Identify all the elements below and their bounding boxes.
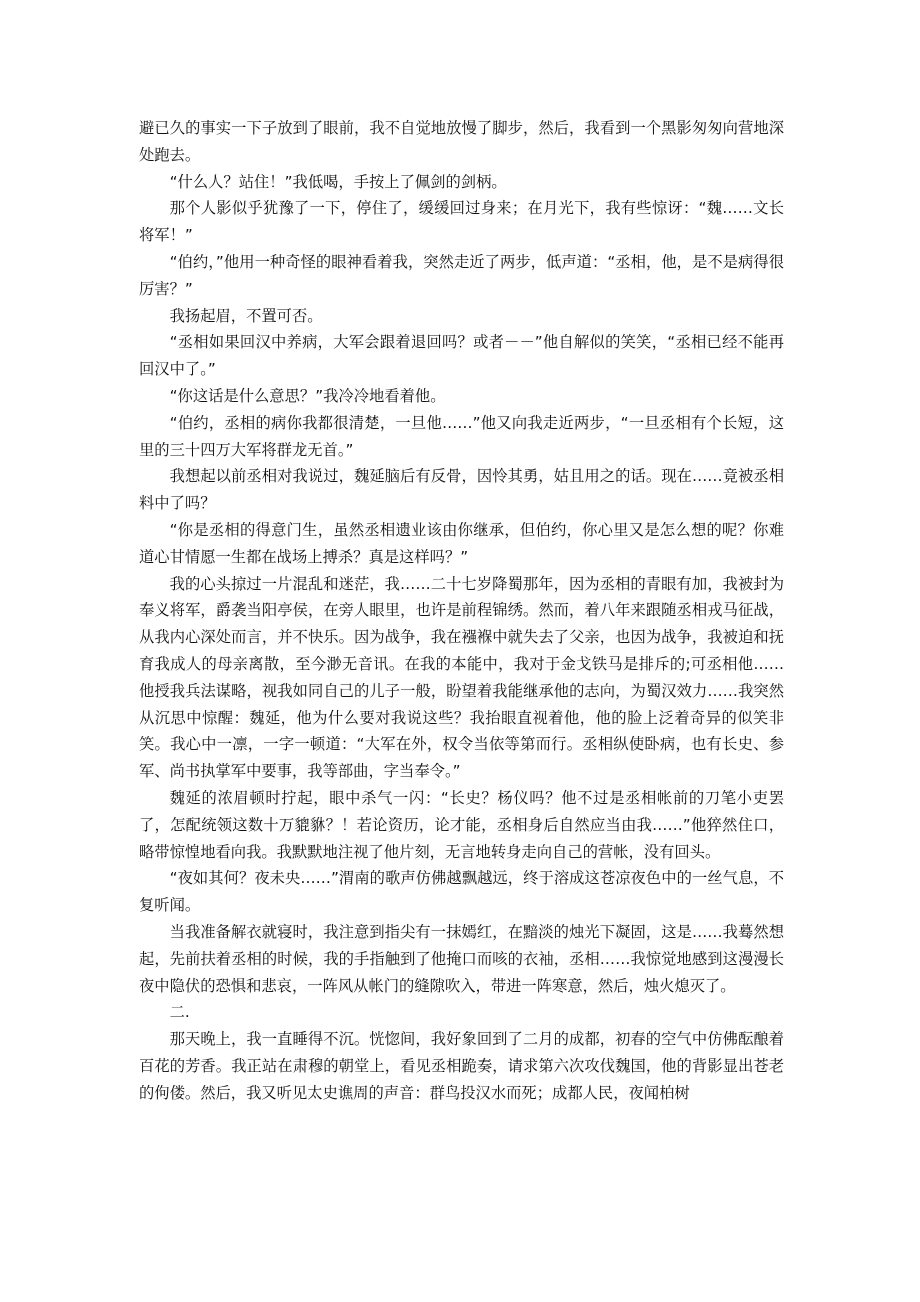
paragraph-boyue-question: “伯约，”他用一种奇怪的眼神看着我，突然走近了两步，低声道：“丞相，他，是不是病得很厉害？” — [139, 252, 784, 298]
paragraph-weiyan-anger: 魏延的浓眉顿时拧起，眼中杀气一闪：“长史？杨仪吗？他不过是丞相帐前的刀笔小吏罢了，怎配统领这数十万貔貅？！若论资历，论才能，丞相身后自然应当由我……”他猝然住口，略带惊惶地看向我。我默默地注视了他片刻，无言地转身走向自己的营帐，没有回头。 — [139, 788, 784, 861]
paragraph-cold-reply: “你这话是什么意思？”我冷冷地看着他。 — [169, 386, 446, 405]
paragraph-dialogue-halt: “什么人？站住！”我低喝，手按上了佩剑的剑柄。 — [169, 172, 507, 191]
paragraph-army-leaderless: “伯约，丞相的病你我都很清楚，一旦他……”他又向我走近两步，“一旦丞相有个长短，这里的三十四万大军将群龙无首。” — [139, 413, 784, 459]
paragraph-inner-turmoil: 我的心头掠过一片混乱和迷茫，我……二十七岁降蜀那年，因为丞相的青眼有加，我被封为奉义将军，爵袭当阳亭侯，在旁人眼里，也许是前程锦绣。然而，着八年来跟随丞相戎马征战，从我内心深处而言，并不快乐。因为战争，我在襁褓中就失去了父亲，也因为战争，我被迫和抚育我成人的母亲离散，至今渺无音讯。在我的本能中，我对于金戈铁马是排斥的;可丞相他……他授我兵法谋略，视我如同自己的儿子一般，盼望着我能继承他的志向，为蜀汉效力……我突然从沉思中惊醒：魏延，他为什么要对我说这些？我抬眼直视着他，他的脸上泛着奇异的似笑非笑。我心中一凛，一字一顿道：“大军在外，权令当依等第而行。丞相纵使卧病，也有长史、参军、尚书执掌军中要事，我等部曲，字当奉令。” — [139, 574, 784, 781]
paragraph-night-song: “夜如其何？夜未央……”渭南的歌声仿佛越飘越远，终于溶成这苍凉夜色中的一丝气息，不复听闻。 — [139, 869, 784, 915]
paragraph-figure-turns: 那个人影似乎犹豫了一下，停住了，缓缓回过身来；在月光下，我有些惊讶：“魏……文长将军！” — [139, 199, 784, 245]
document-page — [139, 115, 784, 1106]
paragraph-return-hanzhong: “丞相如果回汉中养病，大军会跟着退回吗？或者－－”他自解似的笑笑，“丞相已经不能再回汉中了。” — [139, 333, 784, 379]
paragraph-recollection: 我想起以前丞相对我说过，魏延脑后有反骨，因怜其勇，姑且用之的话。现在……竟被丞相料中了吗？ — [139, 467, 784, 513]
paragraph-candle-out: 当我准备解衣就寝时，我注意到指尖有一抹嫣红，在黯淡的烛光下凝固，这是……我蓦然想起，先前扶着丞相的时候，我的手指触到了他掩口而咳的衣袖，丞相……我惊觉地感到这漫漫长夜中隐伏的恐惧和悲哀，一阵风从帐门的缝隙吹入，带进一阵寒意，然后，烛火熄灭了。 — [139, 922, 784, 995]
section-heading: 二. — [169, 1003, 190, 1022]
paragraph-disciple: “你是丞相的得意门生，虽然丞相遗业该由你继承，但伯约，你心里又是怎么想的呢？你难道心甘情愿一生都在战场上搏杀？真是这样吗？” — [139, 520, 784, 566]
paragraph-dream-chengdu: 那天晚上，我一直睡得不沉。恍惚间，我好象回到了二月的成都，初春的空气中仿佛酝酿着百花的芳香。我正站在肃穆的朝堂上，看见丞相跪奏，请求第六次攻伐魏国，他的背影显出苍老的佝偻。然后，我又听见太史谯周的声音：群鸟投汉水而死；成都人民，夜闻柏树 — [139, 1030, 784, 1102]
paragraph-continued: 避已久的事实一下子放到了眼前，我不自觉地放慢了脚步，然后，我看到一个黑影匆匆向营地深处跑去。 — [139, 119, 784, 164]
paragraph-raise-brow: 我扬起眉，不置可否。 — [169, 306, 323, 325]
